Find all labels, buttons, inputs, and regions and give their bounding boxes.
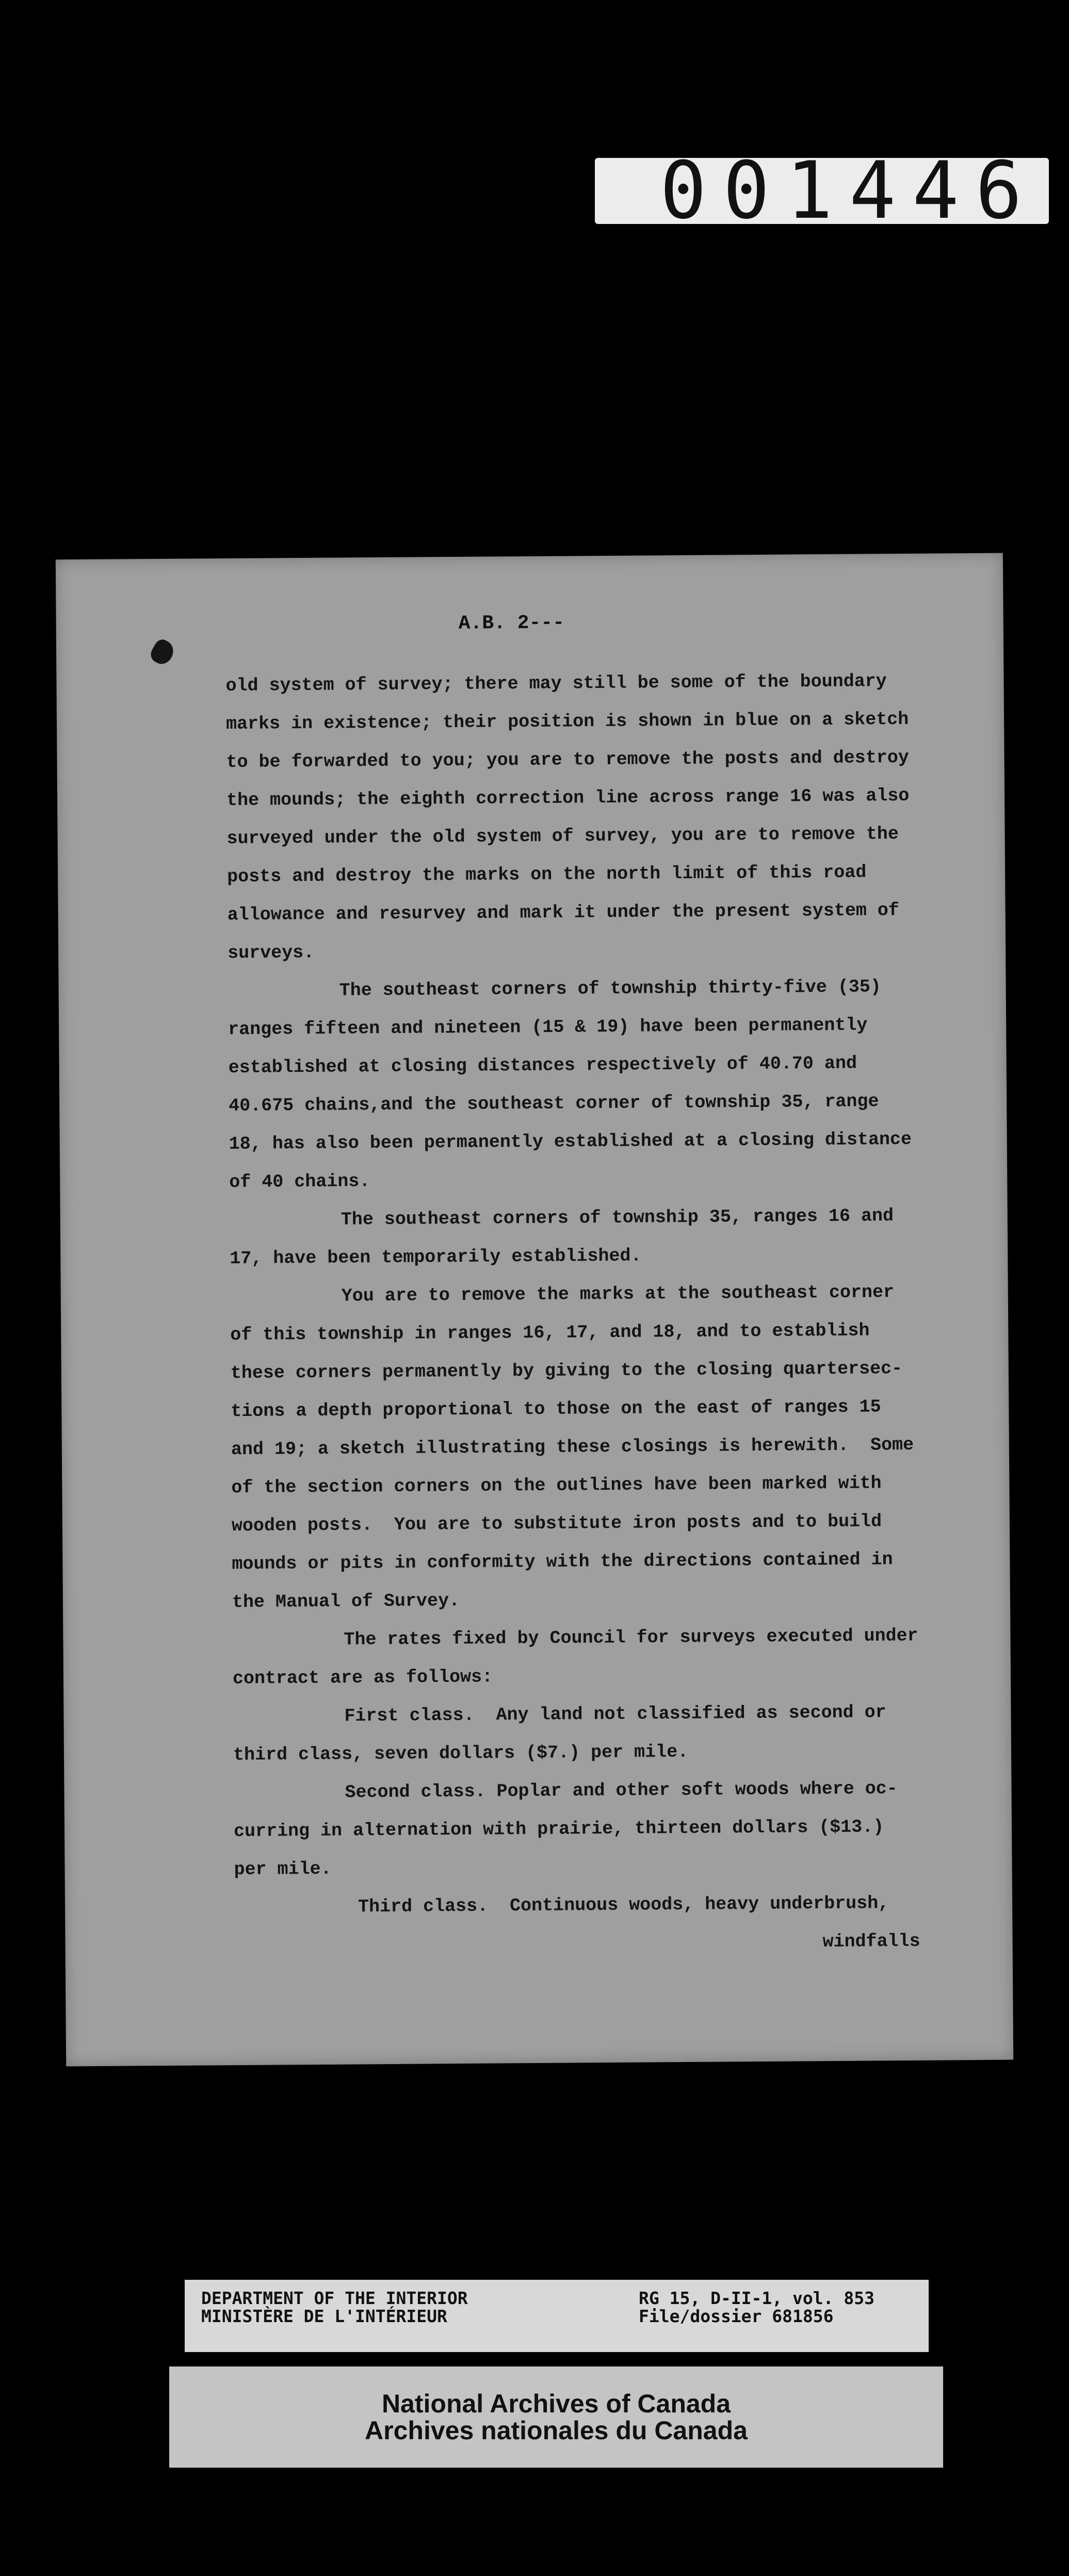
department-name-en: DEPARTMENT OF THE INTERIOR [201, 2288, 468, 2308]
text-line: mounds or pits in conformity with the directions contained in [232, 1549, 893, 1575]
text-line: ranges fifteen and nineteen (15 & 19) have been permanently [228, 1015, 868, 1040]
text-line: You are to remove the marks at the southeast corner [341, 1282, 895, 1307]
text-line: old system of survey; there may still be some of the boundary [225, 671, 887, 697]
department-label [201, 2289, 468, 2325]
archive-reference-band [185, 2280, 929, 2352]
text-line: and 19; a sketch illustrating these closings is herewith. Some [231, 1434, 914, 1460]
text-line: the Manual of Survey. [232, 1590, 460, 1613]
text-line: allowance and resurvey and mark it under the present system of [227, 900, 899, 926]
text-line: The southeast corners of township 35, ranges 16 and [341, 1205, 894, 1230]
archive-name-en: National Archives of Canada [381, 2389, 731, 2418]
text-line: 40.675 chains,and the southeast corner of township 35, range [229, 1091, 879, 1117]
archive-name-band [169, 2366, 943, 2468]
text-line: posts and destroy the marks on the north limit of this road [226, 862, 867, 888]
text-line: wooden posts. You are to substitute iron posts and to build [231, 1511, 882, 1537]
text-line: First class. Any land not classified as second or [344, 1702, 886, 1727]
text-line: these corners permanently by giving to the closing quartersec- [230, 1358, 903, 1384]
frame-number-label [595, 145, 1049, 237]
file-dossier-ref: File/dossier 681856 [639, 2306, 834, 2326]
text-line: The rates fixed by Council for surveys executed under [344, 1625, 918, 1650]
text-line: contract are as follows: [232, 1666, 493, 1689]
text-line: of this township in ranges 16, 17, and 18, and to establish [230, 1320, 870, 1346]
text-line: windfalls [822, 1930, 920, 1953]
text-line: 17, have been temporarily established. [230, 1245, 642, 1269]
archive-name-fr: Archives nationales du Canada [365, 2416, 748, 2445]
text-line: curring in alternation with prairie, thirteen dollars ($13.) [233, 1816, 884, 1842]
text-line: established at closing distances respectively of 40.70 and [228, 1053, 857, 1078]
text-line: Second class. Poplar and other soft woods where oc- [345, 1778, 898, 1803]
text-line: per mile. [234, 1858, 332, 1880]
text-line: of the section corners on the outlines have been marked with [231, 1473, 882, 1499]
text-line: third class, seven dollars ($7.) per mile. [233, 1741, 689, 1766]
text-line: Third class. Continuous woods, heavy underbrush, [358, 1893, 889, 1918]
text-line: surveys. [228, 942, 315, 964]
record-group-ref: RG 15, D-II-1, vol. 853 [639, 2288, 874, 2308]
text-line: the mounds; the eighth correction line across range 16 was also [226, 785, 910, 811]
text-line: surveyed under the old system of survey, you are to remove the [226, 824, 899, 849]
page-header: A.B. 2--- [458, 611, 565, 635]
text-line: marks in existence; their position is shown in blue on a sketch [225, 709, 909, 735]
text-line: of 40 chains. [229, 1171, 370, 1193]
department-name-fr: MINISTÈRE DE L'INTÉRIEUR [201, 2306, 447, 2326]
file-reference [639, 2289, 874, 2325]
text-line: 18, has also been permanently established at a closing distance [229, 1129, 912, 1155]
text-line: tions a depth proportional to those on the east of ranges 15 [231, 1396, 881, 1422]
document-body [225, 662, 1014, 1965]
ink-blot-mark [148, 637, 177, 668]
text-line: The southeast corners of township thirty-five (35) [339, 976, 881, 1001]
text-line: to be forwarded to you; you are to remove the posts and destroy [226, 747, 909, 773]
frame-number-text: 001446 [660, 145, 1039, 237]
document-page [56, 553, 1013, 2067]
